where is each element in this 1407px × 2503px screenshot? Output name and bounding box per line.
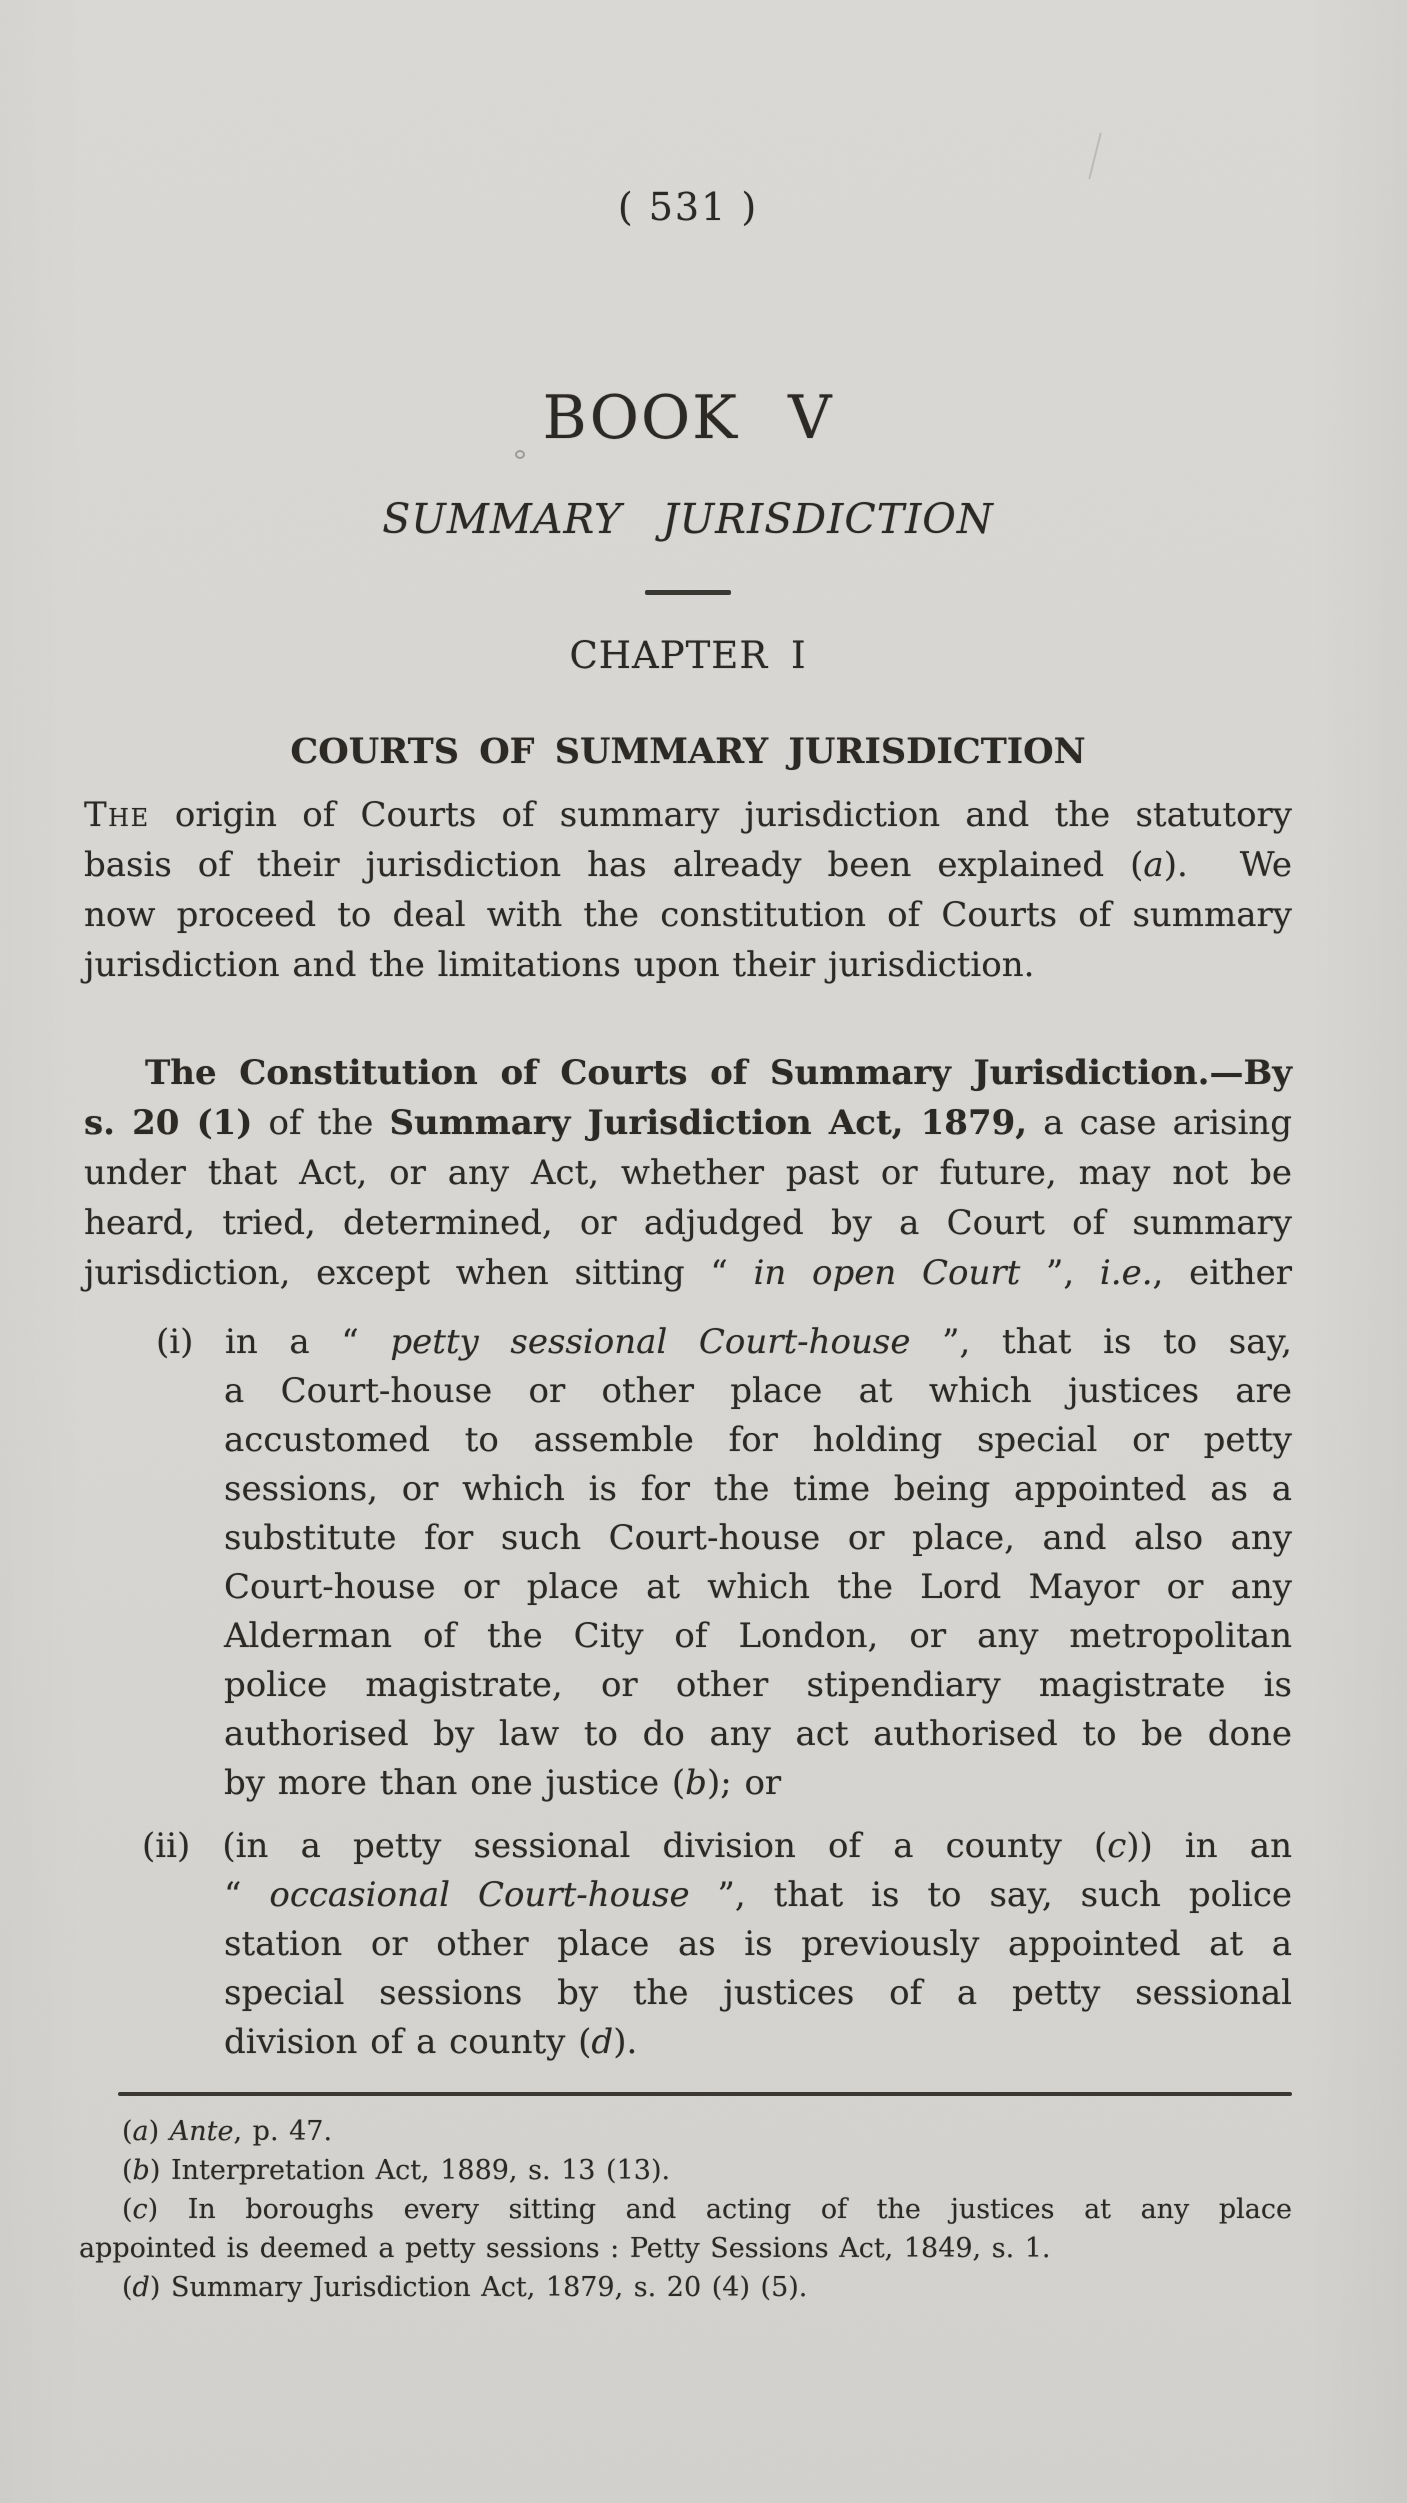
text-run: under that Act, or any Act, whether past or future, may not be bbox=[84, 1153, 1292, 1193]
text-run: ) Interpretation Act, 1889, s. 13 (13). bbox=[149, 2155, 671, 2186]
chapter-heading: CHAPTER I bbox=[569, 634, 807, 677]
text-run: ) Summary Jurisdiction Act, 1879, s. 20 (4) (5). bbox=[149, 2272, 808, 2303]
text-line bbox=[84, 1612, 1292, 1661]
title-divider bbox=[645, 590, 731, 595]
text-run: ”, that is to say, bbox=[910, 1322, 1292, 1362]
text-run: (ii) (in a petty sessional division of a county ( bbox=[142, 1826, 1108, 1866]
text-run: of the bbox=[252, 1103, 390, 1143]
text-run: a bbox=[132, 2116, 149, 2147]
text-run: ) In boroughs every sitting and acting of the justices at any place bbox=[147, 2194, 1292, 2225]
text-line bbox=[84, 1563, 1292, 1612]
text-line bbox=[84, 1367, 1292, 1416]
text-line bbox=[84, 940, 1292, 990]
text-run: a bbox=[1143, 845, 1164, 885]
text-line bbox=[84, 1198, 1292, 1248]
text-line bbox=[84, 840, 1292, 890]
book-subtitle: SUMMARY JURISDICTION bbox=[382, 495, 994, 543]
text-run: , either bbox=[1152, 1253, 1293, 1293]
text-run: ( bbox=[122, 2155, 133, 2186]
text-run: authorised by law to do any act authorised to be done bbox=[224, 1714, 1292, 1754]
paragraph-origin bbox=[84, 790, 1292, 990]
text-run: ”, that is to say, such police bbox=[689, 1875, 1292, 1915]
text-run: c bbox=[1107, 1826, 1127, 1866]
text-line bbox=[84, 1661, 1292, 1710]
book-title: BOOK V bbox=[542, 383, 834, 453]
body-text bbox=[84, 790, 1292, 2067]
text-run: basis of their jurisdiction has already been explained ( bbox=[84, 845, 1144, 885]
text-run: jurisdiction and the limitations upon their jurisdiction. bbox=[84, 945, 1035, 985]
text-line bbox=[84, 1248, 1292, 1298]
text-run: ); or bbox=[706, 1763, 782, 1803]
text-run: s. 20 (1) bbox=[84, 1103, 253, 1143]
text-line bbox=[84, 1416, 1292, 1465]
list-item-ii bbox=[84, 1822, 1292, 2067]
text-run: division of a county ( bbox=[224, 2022, 592, 2062]
paragraph-constitution bbox=[84, 1048, 1292, 1298]
text-run: The bbox=[84, 795, 150, 835]
text-run: Court-house or place at which the Lord Mayor or any bbox=[224, 1567, 1292, 1607]
text-run: b bbox=[685, 1763, 707, 1803]
text-run: b bbox=[132, 2155, 150, 2186]
paper-fiber-mark bbox=[1088, 132, 1102, 179]
text-run: ). bbox=[613, 2022, 638, 2062]
text-line bbox=[84, 1871, 1292, 1920]
text-run: police magistrate, or other stipendiary magistrate is bbox=[224, 1665, 1292, 1705]
text-run: ( bbox=[122, 2116, 133, 2147]
text-run: d bbox=[132, 2272, 150, 2303]
text-line bbox=[79, 2151, 1292, 2190]
text-run: Summary Jurisdiction Act, 1879, bbox=[389, 1103, 1028, 1143]
text-run: ). We bbox=[1163, 845, 1293, 885]
text-run: sessions, or which is for the time being appointed as a bbox=[224, 1469, 1292, 1509]
text-line bbox=[84, 1920, 1292, 1969]
text-line bbox=[79, 2112, 1292, 2151]
paper-speck bbox=[515, 450, 525, 459]
text-run: station or other place as is previously appointed at a bbox=[224, 1924, 1292, 1964]
text-line bbox=[84, 1759, 1292, 1808]
footnote-list bbox=[79, 2112, 1292, 2307]
text-line bbox=[84, 1148, 1292, 1198]
text-run: (i) in a “ bbox=[156, 1322, 391, 1362]
text-line bbox=[84, 1710, 1292, 1759]
text-run: origin of Courts of summary jurisdiction and the statutory bbox=[149, 795, 1292, 835]
text-run: by more than one justice ( bbox=[224, 1763, 686, 1803]
text-line bbox=[84, 1969, 1292, 2018]
text-run: jurisdiction, except when sitting “ bbox=[84, 1253, 754, 1293]
text-line bbox=[79, 2190, 1292, 2229]
text-run: “ bbox=[224, 1875, 270, 1915]
section-heading: COURTS OF SUMMARY JURISDICTION bbox=[290, 731, 1086, 772]
text-run: Alderman of the City of London, or any metropolitan bbox=[224, 1616, 1292, 1656]
text-run: ( bbox=[122, 2194, 133, 2225]
text-line bbox=[84, 1822, 1292, 1871]
text-run: d bbox=[591, 2022, 614, 2062]
text-run: substitute for such Court-house or place, and also any bbox=[224, 1518, 1292, 1558]
text-run: a Court-house or other place at which justices are bbox=[224, 1371, 1292, 1411]
text-run: now proceed to deal with the constitution of Courts of summary bbox=[84, 895, 1292, 935]
text-line bbox=[84, 890, 1292, 940]
text-run: accustomed to assemble for holding special or petty bbox=[224, 1420, 1292, 1460]
text-run: appointed is deemed a petty sessions : Petty Sessions Act, 1849, s. 1. bbox=[79, 2233, 1051, 2264]
text-line bbox=[84, 1098, 1292, 1148]
list-item-i bbox=[84, 1318, 1292, 1808]
footnote-rule bbox=[118, 2092, 1292, 2096]
text-line bbox=[84, 1048, 1292, 1098]
text-run: in open Court bbox=[753, 1253, 1021, 1293]
footnotes bbox=[79, 2112, 1292, 2307]
text-run: The Constitution of Courts of Summary Jurisdiction.—By bbox=[145, 1053, 1292, 1093]
text-line bbox=[84, 1318, 1292, 1367]
text-line bbox=[84, 2018, 1292, 2067]
text-line bbox=[79, 2229, 1292, 2268]
text-line bbox=[84, 790, 1292, 840]
text-run: , p. 47. bbox=[233, 2116, 333, 2147]
text-run: a case arising bbox=[1027, 1103, 1292, 1143]
text-run: i.e. bbox=[1099, 1253, 1153, 1293]
text-run: Ante bbox=[169, 2116, 234, 2147]
text-run: ) bbox=[148, 2116, 170, 2147]
text-run: heard, tried, determined, or adjudged by a Court of summary bbox=[84, 1203, 1292, 1243]
text-run: petty sessional Court-house bbox=[390, 1322, 911, 1362]
text-line bbox=[84, 1465, 1292, 1514]
text-run: occasional Court-house bbox=[269, 1875, 690, 1915]
text-run: ( bbox=[122, 2272, 133, 2303]
text-run: c bbox=[132, 2194, 148, 2225]
page-number: ( 531 ) bbox=[617, 185, 759, 229]
text-run: special sessions by the justices of a petty sessional bbox=[224, 1973, 1292, 2013]
text-run: ”, bbox=[1020, 1253, 1100, 1293]
text-line bbox=[84, 1514, 1292, 1563]
text-run: )) in an bbox=[1126, 1826, 1292, 1866]
text-line bbox=[79, 2268, 1292, 2307]
